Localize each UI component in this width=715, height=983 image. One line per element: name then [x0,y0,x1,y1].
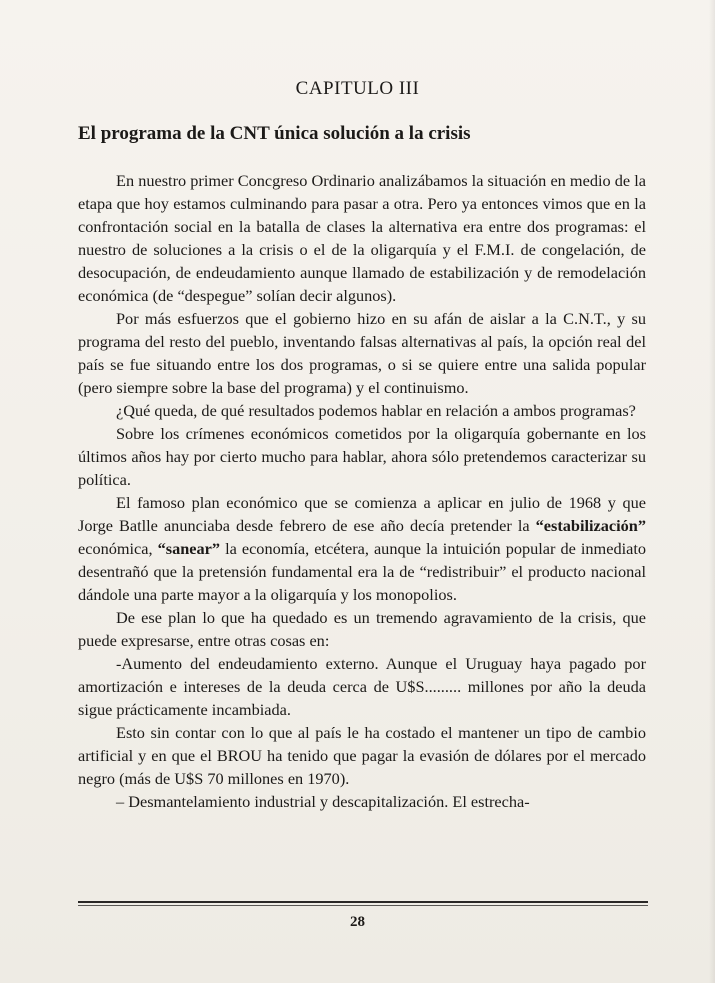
paragraph-8: Esto sin contar con lo que al país le ha costado el mantener un tipo de cambio artificial y en que el BROU ha tenido que pagar la evasión de dólares por el mercado negro (más de U$S 70 millones en 1970). [78,723,646,788]
paragraph-9: – Desmantelamiento industrial y descapitalización. El estrecha- [116,792,530,811]
term-estabilizacion: “estabilización” [535,516,646,535]
paragraph-1: En nuestro primer Concgreso Ordinario analizábamos la situación en medio de la etapa que hoy estamos culminando para pasar a otra. Pero ya entonces vimos que en la confrontación social en la batalla de clases la alternativa era entre dos programas: el nuestro de soluciones a la crisis o el de la oligarquía y el F.M.I. de congelación, de desocupación, de endeudamiento aunque llamado de estabilización y de remodelación económica (de “despegue” solían decir algunos). [78,171,646,305]
page-edge-shadow [709,0,715,983]
paragraph-2: Por más esfuerzos que el gobierno hizo en su afán de aislar a la C.N.T., y su programa del resto del pueblo, inventando falsas alternativas al país, la opción real del país se fue situando entre los dos programas, o si se quiere entre una salida popular (pero siempre sobre la base del programa) y el continuismo. [78,309,646,397]
paragraph-7: -Aumento del endeudamiento externo. Aunque el Uruguay haya pagado por amortización e intereses de la deuda cerca de U$S......... millones por año la deuda sigue prácticamente incambiada. [78,654,646,719]
paragraph-5 [78,491,646,606]
page-number: 28 [350,914,365,930]
section-title: El programa de la CNT única solución a la crisis [78,123,471,144]
footer-rule-thick [78,901,648,903]
chapter-title: CAPITULO III [295,78,420,99]
term-sanear: “sanear” [157,539,221,558]
paragraph-5-mid: económica, [78,539,158,558]
paragraph-5-post: la economía, etcétera, aunque la intuición popular de inmediato desentrañó que la pretensión fundamental era la de “redistribuir” el producto nacional dándole una parte mayor a la oligarquía y los monopolios. [78,539,646,604]
body-text [78,169,646,813]
footer-rule-thin [78,905,648,906]
paragraph-6: De ese plan lo que ha quedado es un tremendo agravamiento de la crisis, que puede expresarse, entre otras cosas en: [78,608,646,650]
paragraph-5-pre: El famoso plan económico que se comienza a aplicar en julio de 1968 y que Jorge Batlle anunciaba desde febrero de ese año decía pretender la [78,493,646,535]
paragraph-3: ¿Qué queda, de qué resultados podemos hablar en relación a ambos programas? [116,401,636,420]
paragraph-4: Sobre los crímenes económicos cometidos por la oligarquía gobernante en los últimos años hay por cierto mucho para hablar, ahora sólo pretendemos caracterizar su política. [78,424,646,489]
